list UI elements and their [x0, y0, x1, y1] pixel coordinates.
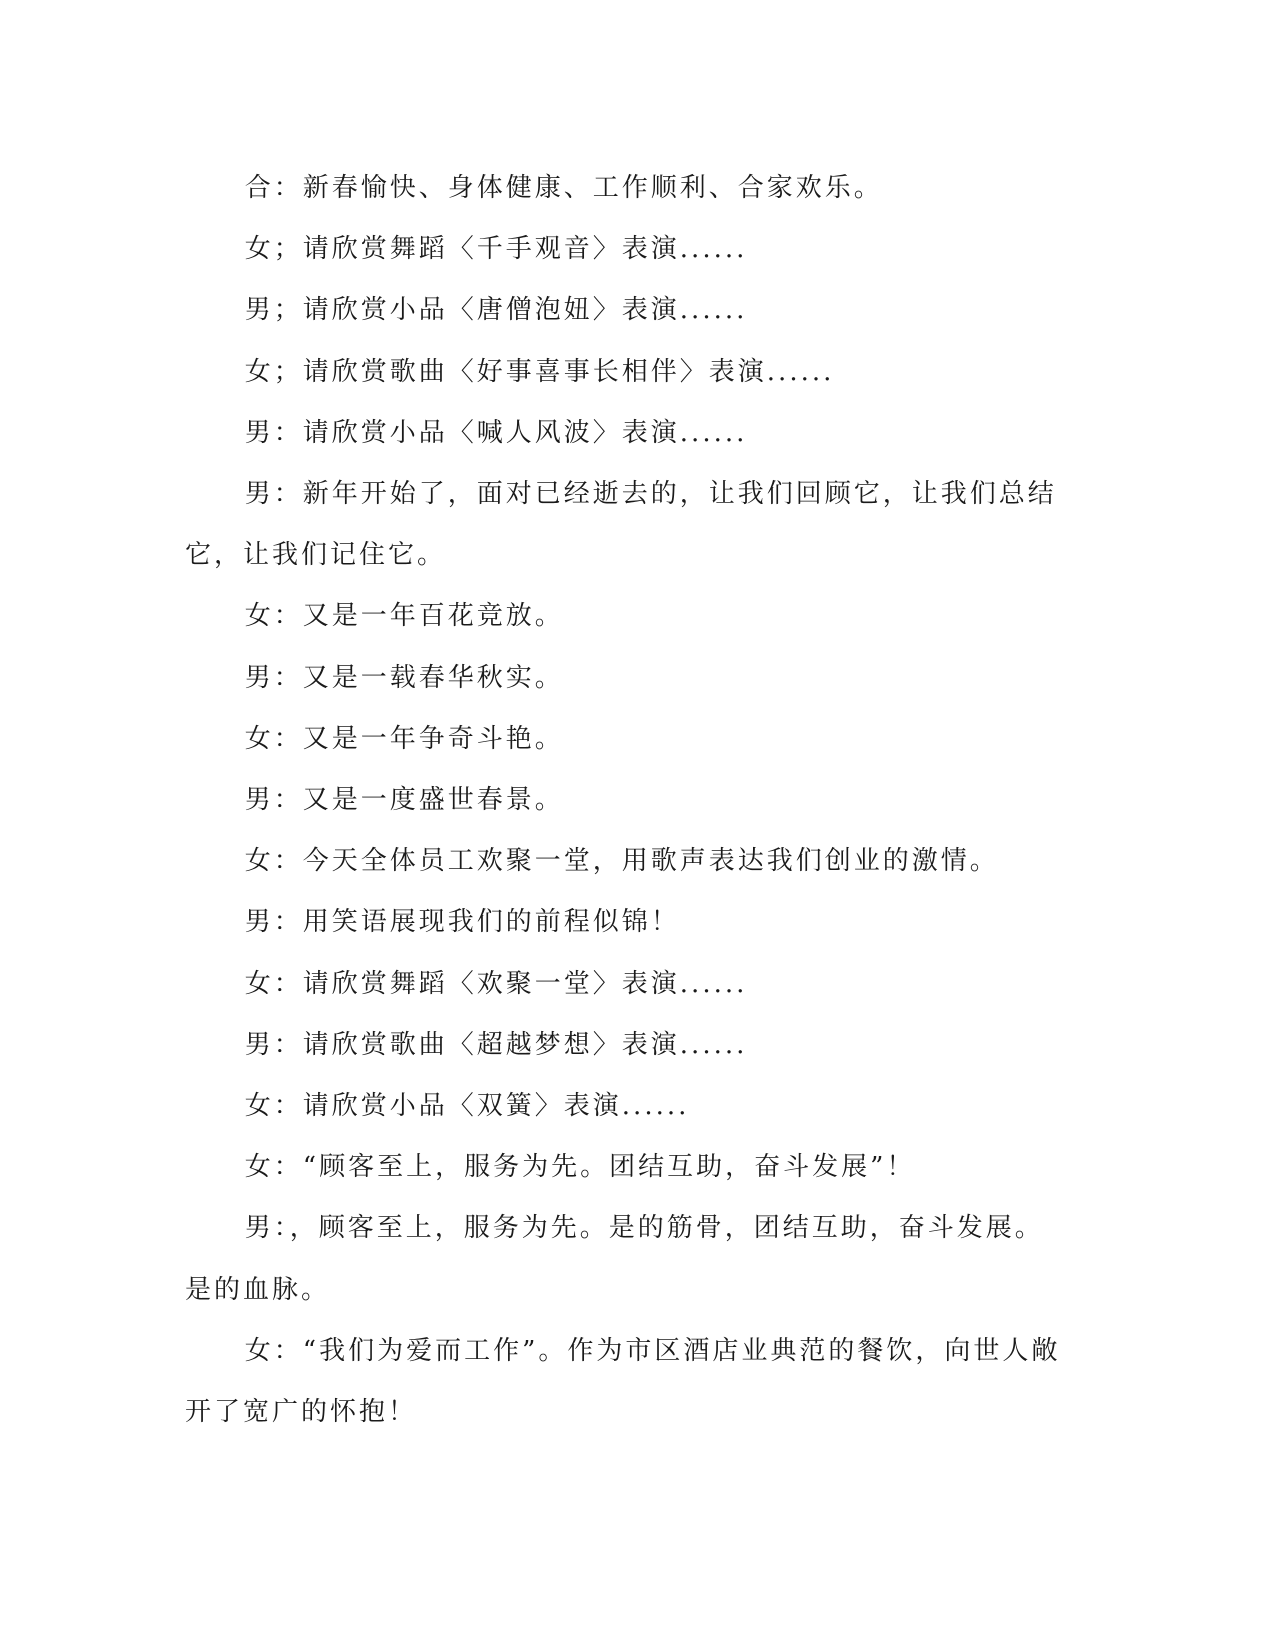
paragraph: 女：“我们为爱而工作”。作为市区酒店业典范的餐饮，向世人敞开了宽广的怀抱！ [185, 1335, 1061, 1428]
paragraph: 合：新春愉快、身体健康、工作顺利、合家欢乐。 [244, 173, 883, 203]
paragraph: 女；请欣赏舞蹈〈千手观音〉表演...... [244, 234, 748, 265]
paragraph: 男；请欣赏小品〈唐僧泡妞〉表演...... [244, 295, 748, 326]
paragraph: 女：又是一年百花竞放。 [244, 601, 564, 632]
paragraph: 男：又是一载春华秋实。 [244, 662, 564, 693]
paragraph: 女：“顾客至上，服务为先。团结互助，奋斗发展”！ [244, 1152, 916, 1183]
paragraph: 女：又是一年争奇斗艳。 [244, 723, 564, 754]
paragraph: 男：用笑语展现我们的前程似锦！ [244, 907, 680, 938]
paragraph: 女：请欣赏小品〈双簧〉表演...... [244, 1091, 690, 1122]
paragraph: 女：今天全体员工欢聚一堂，用歌声表达我们创业的激情。 [244, 846, 999, 877]
paragraph: 男：请欣赏小品〈喊人风波〉表演...... [244, 417, 748, 448]
paragraph: 男：新年开始了，面对已经逝去的，让我们回顾它，让我们总结它，让我们记住它。 [185, 479, 1057, 571]
paragraph: 男：又是一度盛世春景。 [244, 785, 564, 816]
paragraph: 女；请欣赏歌曲〈好事喜事长相伴〉表演...... [244, 356, 835, 387]
paragraph: 男：请欣赏歌曲〈超越梦想〉表演...... [244, 1029, 748, 1060]
paragraph: 女：请欣赏舞蹈〈欢聚一堂〉表演...... [244, 968, 748, 999]
paragraph: 男：，顾客至上，服务为先。是的筋骨，团结互助，奋斗发展。是的血脉。 [185, 1213, 1044, 1305]
document-body [185, 158, 1065, 1443]
